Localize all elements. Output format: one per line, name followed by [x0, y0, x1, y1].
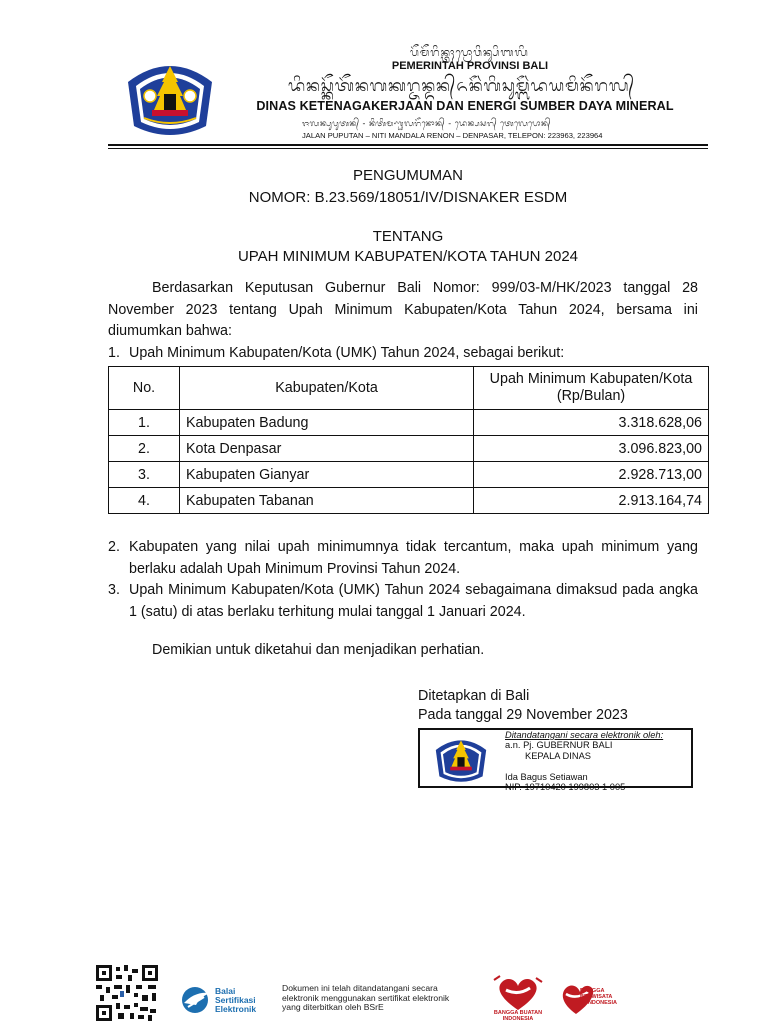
row-value: 2.913.164,74	[474, 488, 709, 514]
qr-code-icon	[96, 965, 158, 1021]
bsre-logo-icon	[180, 985, 214, 1015]
intro-text: Berdasarkan Keputusan Gubernur Bali Nomor: 999/03-M/HK/2023 tanggal 28 November 2023 tentang Upah Minimum Kabupaten/Kota Tahun 2024, bersama ini diumumkan bahwa:	[108, 280, 698, 339]
letterhead-address: JALAN PUPUTAN – NITI MANDALA RENON – DENPASAR, TELEPON: 223963, 223964	[302, 131, 603, 140]
row-name: Kabupaten Tabanan	[180, 488, 474, 514]
header-kabupaten: Kabupaten/Kota	[180, 367, 474, 410]
header-upah-line2: (Rp/Bulan)	[556, 388, 626, 404]
signer-on-behalf: a.n. Pj. GUBERNUR BALI	[505, 740, 613, 751]
bbw-line1: BANGGA	[580, 988, 605, 994]
list-item	[108, 343, 698, 365]
row-name: Kabupaten Gianyar	[180, 462, 474, 488]
bsre-line3: Elektronik	[215, 1004, 257, 1014]
bali-province-emblem	[120, 52, 220, 142]
header-no: No.	[109, 367, 180, 410]
document-subject: UPAH MINIMUM KABUPATEN/KOTA TAHUN 2024	[237, 248, 579, 265]
signature-date: Pada tanggal 29 November 2023	[418, 707, 628, 723]
table-row	[109, 436, 709, 462]
footer-note-line3: yang diterbitkan oleh BSrE	[282, 1002, 384, 1013]
row-no: 3.	[109, 462, 180, 488]
bbw-line2: BERWISATA	[580, 994, 613, 1000]
bbi-line2: INDONESIA	[502, 1016, 534, 1022]
letterhead-divider-thin	[108, 148, 708, 149]
letterhead-divider	[108, 144, 708, 146]
list-number: 3.	[108, 582, 120, 598]
row-name: Kota Denpasar	[180, 436, 474, 462]
row-no: 2.	[109, 436, 180, 462]
esign-footer-note	[282, 984, 449, 1013]
intro-paragraph	[108, 278, 698, 343]
signer-nip: NIP. 19710420 199803 1 005	[505, 782, 626, 793]
list-item	[108, 580, 698, 623]
bsre-wordmark	[215, 987, 256, 1014]
footer-note-line2: elektronik menggunakan sertifikat elektronik	[282, 992, 450, 1003]
row-no: 1.	[109, 410, 180, 436]
bsre-line2: Sertifikasi	[215, 995, 256, 1005]
table-row	[109, 488, 709, 514]
table-header-row	[109, 367, 709, 410]
electronic-signature-box	[418, 728, 693, 793]
about-label: TENTANG	[372, 228, 444, 245]
row-name: Kabupaten Badung	[180, 410, 474, 436]
bsre-line1: Balai	[215, 986, 236, 996]
letterhead-balinese-script-2: ᬤᬶᬦᬲ᭄ᬓᭂᬢᭂᬦᬕᬓᬭ᭄ᬚᬦ᭄ᬤᬦ᭄ᬏᬦᭂᬃᬕᬶᬲᬸᬫ᭄ᬩᭂᬃᬤᬬᬫᬶᬦᭂᬭᬮ᭄	[288, 76, 636, 95]
list-item	[108, 537, 698, 580]
bbi-line1: BANGGA BUATAN	[493, 1010, 543, 1016]
bbw-line3: di INDONESIA	[580, 1000, 617, 1006]
letterhead-balinese-script-1: ᬧᭂᬫᭂᬭᬶᬦ᭄ᬢᬄᬧ᭄ᬭᭀᬯᬶᬦ᭄ᬲᬶᬩᬮᬶ	[410, 46, 529, 59]
esign-note: Ditandatangani secara elektronik oleh:	[505, 730, 664, 740]
umk-table	[108, 366, 709, 514]
document-number: NOMOR: B.23.569/18051/IV/DISNAKER ESDM	[248, 189, 568, 206]
signature-details	[505, 730, 663, 792]
table-row	[109, 410, 709, 436]
list-text: Kabupaten yang nilai upah minimumnya tidak tercantum, maka upah minimum yang berlaku adalah Upah Minimum Provinsi Tahun 2024.	[129, 539, 698, 577]
closing-sentence: Demikian untuk diketahui dan menjadikan perhatian.	[152, 642, 485, 658]
document-title: PENGUMUMAN	[352, 167, 463, 184]
row-value: 3.096.823,00	[474, 436, 709, 462]
signature-place: Ditetapkan di Bali	[418, 688, 530, 704]
bbi-caption	[488, 1010, 548, 1022]
bali-province-emblem-small	[427, 732, 495, 786]
header-upah	[474, 367, 709, 410]
row-value: 2.928.713,00	[474, 462, 709, 488]
bbw-caption	[580, 988, 617, 1006]
row-value: 3.318.628,06	[474, 410, 709, 436]
letterhead-agency: DINAS KETENAGAKERJAAN DAN ENERGI SUMBER DAYA MINERAL	[256, 99, 674, 113]
letterhead-balinese-script-3: ᬚᬮᬦ᭄ᬧᬸᬧᬸᬢᬦ᭄ - ᬦᬶᬢᬶᬫᬡ᭄ᬟᬮᬭᭂᬦᭀᬦ᭄ - ᬤᬾᬦ᭄ᬧᬲᬭ᭄ ᬢᬾᬮᬾᬧᭀᬦ᭄	[302, 119, 552, 128]
letterhead-province: PEMERINTAH PROVINSI BALI	[391, 60, 549, 72]
list-number: 1.	[108, 345, 120, 361]
footer-note-line1: Dokumen ini telah ditandatangani secara	[282, 983, 438, 993]
table-row	[109, 462, 709, 488]
list-text: Upah Minimum Kabupaten/Kota (UMK) Tahun 2024, sebagai berikut:	[129, 345, 565, 361]
header-upah-line1: Upah Minimum Kabupaten/Kota	[489, 371, 693, 387]
signer-position: KEPALA DINAS	[525, 750, 591, 761]
signer-name: Ida Bagus Setiawan	[505, 771, 588, 782]
row-no: 4.	[109, 488, 180, 514]
list-number: 2.	[108, 539, 120, 555]
list-text: Upah Minimum Kabupaten/Kota (UMK) Tahun 2024 sebagaimana dimaksud pada angka 1 (satu) di atas berlaku terhitung mulai tanggal 1 Januari 2024.	[129, 582, 698, 620]
